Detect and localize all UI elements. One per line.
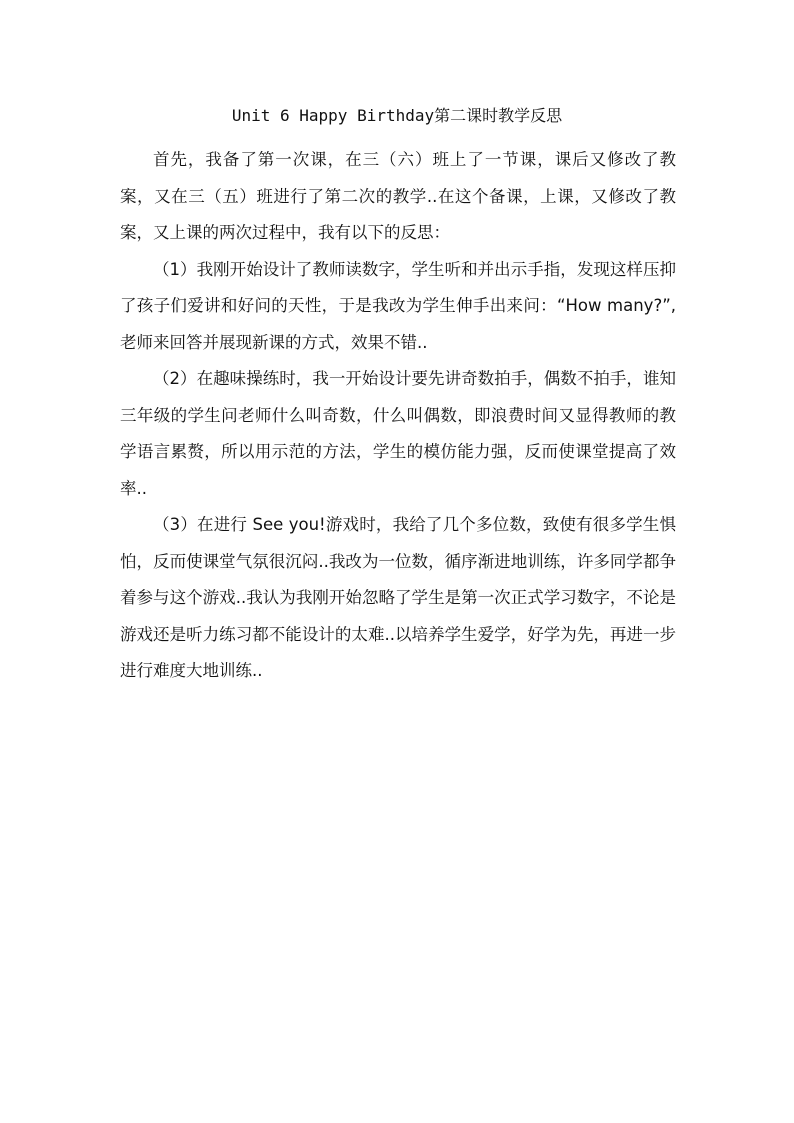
paragraph-intro: 首先，我备了第一次课，在三（六）班上了一节课，课后又修改了教案，又在三（五）班进行了第二次的教学..在这个备课，上课，又修改了教案，又上课的两次过程中，我有以下的反思： bbox=[120, 150, 676, 242]
paragraph-reflection-3: （3）在进行 See you!游戏时，我给了几个多位数，致使有很多学生惧怕，反而使课堂气氛很沉闷..我改为一位数，循序渐进地训练，许多同学都争着参与这个游戏..我认为我刚开始忽略了学生是第一次正式学习数字，不论是游戏还是听力练习都不能设计的太难..以培养学生爱学，好学为先，再进一步进行难度大地训练.. bbox=[120, 515, 676, 680]
document-title: Unit 6 Happy Birthday第二课时教学反思 bbox=[231, 106, 563, 125]
paragraph-reflection-2: （2）在趣味操练时，我一开始设计要先讲奇数拍手，偶数不拍手，谁知三年级的学生问老师什么叫奇数，什么叫偶数，即浪费时间又显得教师的教学语言累赘，所以用示范的方法，学生的模仿能力强，反而使课堂提高了效率.. bbox=[120, 369, 676, 498]
paragraph-reflection-1: （1）我刚开始设计了教师读数字，学生听和并出示手指，发现这样压抑了孩子们爱讲和好问的天性，于是我改为学生伸手出来问：“How many?”,老师来回答并展现新课的方式，效果不错.. bbox=[120, 259, 676, 352]
document-body bbox=[120, 142, 676, 690]
